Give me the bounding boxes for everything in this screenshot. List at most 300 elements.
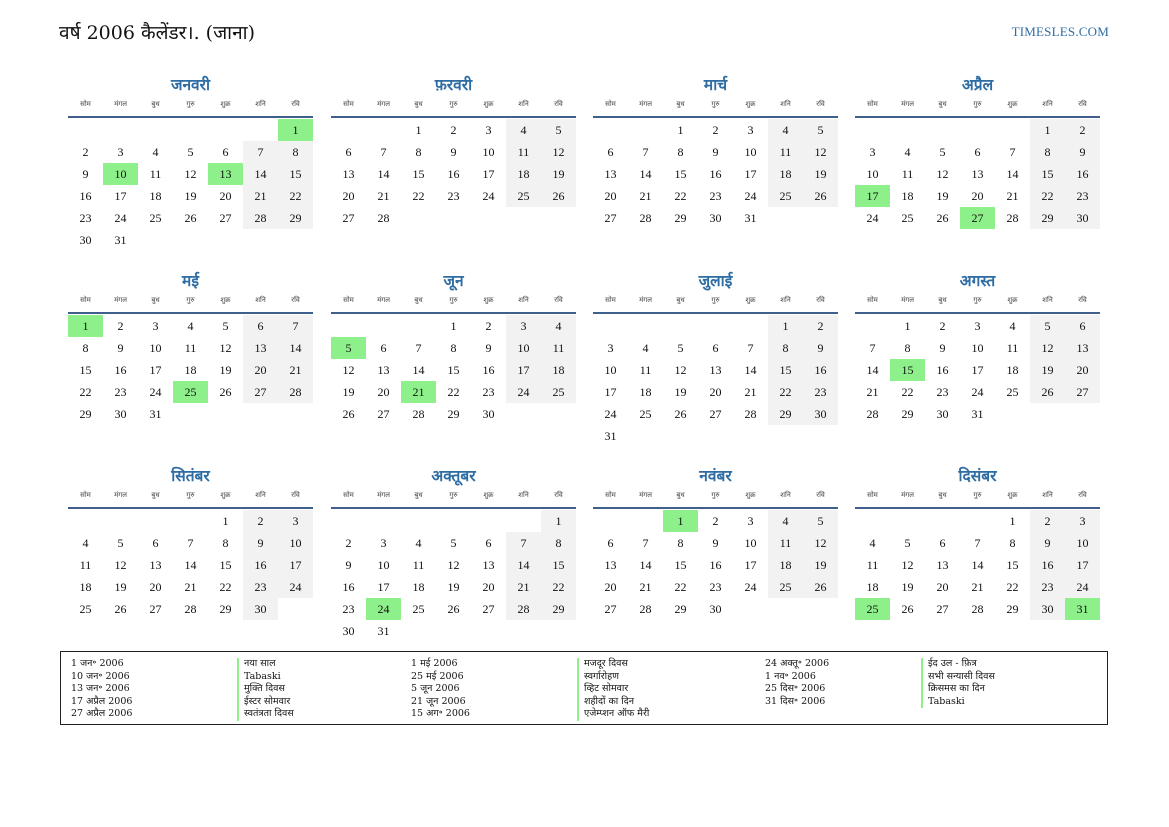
day-cell: 29: [674, 211, 687, 225]
day-cell: 7: [642, 145, 649, 159]
day-cell: 22: [541, 576, 576, 598]
day-cell: 28: [866, 407, 879, 421]
day-cell: 21: [278, 359, 313, 381]
day-cell: 7: [187, 536, 194, 550]
day-cell: 17: [744, 167, 757, 181]
day-cell: 29: [1006, 602, 1019, 616]
day-cell: 14: [639, 558, 652, 572]
day-cell: 5: [222, 319, 229, 333]
day-cell: 13: [936, 558, 949, 572]
header-rule: [68, 116, 313, 118]
day-cell: 7: [278, 315, 313, 337]
day-cell: 18: [184, 363, 197, 377]
day-cell: 2: [450, 123, 457, 137]
holiday-name: व्हिट सोमवार: [577, 683, 649, 696]
day-cell: 1: [1009, 514, 1016, 528]
day-cell: 28: [377, 211, 390, 225]
day-cell: 6: [939, 536, 946, 550]
day-cell: 11: [901, 167, 914, 181]
brand-link[interactable]: TIMESLES.COM: [1011, 24, 1109, 39]
day-cell: 5: [904, 536, 911, 550]
header-rule: [593, 507, 838, 509]
weekday-label: गुरु: [186, 100, 195, 108]
day-cell: 16: [709, 558, 722, 572]
day-cell: 18: [506, 163, 541, 185]
weekday-label: सोम: [343, 296, 354, 304]
holiday-name: मजदूर दिवस: [577, 658, 649, 671]
day-cell: 25: [506, 185, 541, 207]
day-cell: 8: [450, 341, 457, 355]
header-rule: [331, 116, 576, 118]
weekday-label: रवि: [816, 491, 825, 499]
day-cell: 26: [936, 211, 949, 225]
day-cell: 12: [803, 141, 838, 163]
holiday-date: 1 नव॰ 2006: [765, 670, 816, 682]
day-cell: 17: [114, 189, 127, 203]
weekday-label: बुध: [414, 296, 423, 304]
weekday-label: मंगल: [639, 296, 652, 304]
holiday-date: 5 जून 2006: [411, 683, 460, 694]
day-cell: 19: [184, 189, 197, 203]
weekday-label: गुरु: [186, 491, 195, 499]
day-cell: 17: [506, 359, 541, 381]
weekday-label: रवि: [291, 100, 300, 108]
month-block: [68, 461, 313, 616]
day-cell: 9: [1065, 141, 1100, 163]
day-cell: 10: [866, 167, 879, 181]
day-cell: 10: [744, 145, 757, 159]
holiday-date: 27 अप्रैल 2006: [71, 708, 133, 719]
holiday-day-cell: 10: [103, 163, 138, 185]
day-cell: 21: [744, 385, 757, 399]
day-cell: 3: [380, 536, 387, 550]
day-cell: 9: [712, 145, 719, 159]
weekday-header: [593, 296, 838, 310]
day-cell: 30: [482, 407, 495, 421]
day-cell: 17: [149, 363, 162, 377]
day-cell: 5: [939, 145, 946, 159]
day-cell: 4: [768, 119, 803, 141]
weekday-header: [593, 491, 838, 505]
weekday-label: शुक्र: [745, 491, 756, 499]
day-cell: 15: [1030, 163, 1065, 185]
day-cell: 7: [506, 532, 541, 554]
day-cell: 17: [482, 167, 495, 181]
day-cell: 9: [117, 341, 124, 355]
day-cell: 22: [674, 189, 687, 203]
day-cell: 22: [901, 385, 914, 399]
day-cell: 31: [114, 233, 127, 247]
day-cell: 20: [709, 385, 722, 399]
day-cell: 4: [415, 536, 422, 550]
day-cell: 23: [709, 189, 722, 203]
day-cell: 4: [82, 536, 89, 550]
day-cell: 25: [541, 381, 576, 403]
day-cell: 2: [485, 319, 492, 333]
day-cell: 18: [901, 189, 914, 203]
day-cell: 6: [1065, 315, 1100, 337]
holiday-day-cell: 1: [663, 510, 698, 532]
day-cell: 25: [639, 407, 652, 421]
day-cell: 11: [866, 558, 879, 572]
day-cell: 4: [642, 341, 649, 355]
holiday-name: नया साल: [237, 658, 294, 671]
day-cell: 11: [768, 532, 803, 554]
day-cell: 22: [1030, 185, 1065, 207]
day-cell: 29: [901, 407, 914, 421]
day-cell: 28: [744, 407, 757, 421]
day-cell: 27: [482, 602, 495, 616]
weekday-label: शुक्र: [220, 100, 231, 108]
legend-name-column: [921, 658, 995, 708]
day-cell: 14: [412, 363, 425, 377]
day-cell: 22: [412, 189, 425, 203]
weekday-label: गुरु: [973, 100, 982, 108]
day-cell: 25: [768, 576, 803, 598]
holiday-day-cell: 31: [1065, 598, 1100, 620]
day-cell: 10: [1065, 532, 1100, 554]
holiday-name: एजेम्प्शन ऑफ मैरी: [577, 708, 649, 721]
day-cell: 13: [1065, 337, 1100, 359]
day-cell: 12: [936, 167, 949, 181]
day-cell: 25: [1006, 385, 1019, 399]
day-cell: 21: [971, 580, 984, 594]
holiday-day-cell: 17: [855, 185, 890, 207]
day-cell: 15: [768, 359, 803, 381]
day-cell: 30: [709, 602, 722, 616]
day-cell: 2: [345, 536, 352, 550]
day-cell: 10: [377, 558, 390, 572]
day-cell: 11: [639, 363, 652, 377]
day-cell: 13: [604, 167, 617, 181]
day-cell: 14: [377, 167, 390, 181]
weekday-label: शुक्र: [220, 491, 231, 499]
day-cell: 14: [744, 363, 757, 377]
weekday-label: बुध: [676, 491, 685, 499]
day-cell: 12: [219, 341, 232, 355]
day-cell: 13: [149, 558, 162, 572]
day-cell: 23: [114, 385, 127, 399]
day-cell: 11: [149, 167, 162, 181]
day-cell: 7: [747, 341, 754, 355]
holiday-date: 21 जून 2006: [411, 695, 466, 707]
day-cell: 9: [485, 341, 492, 355]
month-block: [331, 461, 576, 638]
weekday-header: [68, 491, 313, 505]
month-block: [593, 266, 838, 443]
day-cell: 24: [506, 381, 541, 403]
day-cell: 7: [642, 536, 649, 550]
day-cell: 2: [712, 514, 719, 528]
day-cell: 20: [377, 385, 390, 399]
day-cell: 30: [1065, 207, 1100, 229]
day-cell: 29: [79, 407, 92, 421]
day-cell: 26: [1030, 381, 1065, 403]
day-cell: 13: [243, 337, 278, 359]
weekday-label: गुरु: [711, 491, 720, 499]
day-cell: 16: [1030, 554, 1065, 576]
day-cell: 31: [149, 407, 162, 421]
day-cell: 4: [541, 315, 576, 337]
holiday-name: शहीदों का दिन: [577, 696, 649, 709]
day-cell: 12: [803, 532, 838, 554]
day-cell: 9: [345, 558, 352, 572]
day-cell: 29: [219, 602, 232, 616]
weekday-label: गुरु: [711, 296, 720, 304]
month-name: अक्तूबर: [431, 467, 476, 485]
day-cell: 11: [506, 141, 541, 163]
day-cell: 3: [152, 319, 159, 333]
day-cell: 24: [114, 211, 127, 225]
weekday-header: [68, 100, 313, 114]
day-cell: 5: [541, 119, 576, 141]
day-cell: 8: [904, 341, 911, 355]
day-cell: 4: [768, 510, 803, 532]
day-cell: 11: [541, 337, 576, 359]
weekday-label: शुक्र: [1007, 296, 1018, 304]
day-cell: 30: [79, 233, 92, 247]
day-cell: 27: [604, 211, 617, 225]
day-cell: 22: [278, 185, 313, 207]
day-cell: 21: [506, 576, 541, 598]
month-name: सितंबर: [171, 467, 210, 485]
day-cell: 13: [604, 558, 617, 572]
day-cell: 12: [541, 141, 576, 163]
day-cell: 16: [342, 580, 355, 594]
month-block: [68, 266, 313, 421]
day-cell: 26: [674, 407, 687, 421]
weekday-label: शनि: [780, 296, 791, 304]
day-cell: 18: [1006, 363, 1019, 377]
day-cell: 25: [901, 211, 914, 225]
day-cell: 9: [803, 337, 838, 359]
weekday-label: रवि: [291, 296, 300, 304]
day-cell: 4: [904, 145, 911, 159]
day-cell: 24: [971, 385, 984, 399]
weekday-label: शनि: [518, 296, 529, 304]
weekday-label: गुरु: [449, 491, 458, 499]
day-cell: 20: [1065, 359, 1100, 381]
holiday-name: Tabaski: [921, 696, 995, 709]
day-cell: 3: [278, 510, 313, 532]
day-cell: 19: [541, 163, 576, 185]
day-cell: 5: [117, 536, 124, 550]
day-cell: 27: [149, 602, 162, 616]
weekday-header: [855, 100, 1100, 114]
day-cell: 10: [971, 341, 984, 355]
day-cell: 12: [342, 363, 355, 377]
holiday-day-cell: 24: [366, 598, 401, 620]
day-cell: 2: [117, 319, 124, 333]
day-cell: 11: [184, 341, 197, 355]
day-cell: 2: [803, 315, 838, 337]
day-cell: 27: [709, 407, 722, 421]
weekday-header: [855, 296, 1100, 310]
day-cell: 19: [342, 385, 355, 399]
day-cell: 1: [541, 510, 576, 532]
weekday-label: सोम: [605, 100, 616, 108]
day-cell: 6: [152, 536, 159, 550]
day-cell: 6: [974, 145, 981, 159]
weekday-label: सोम: [605, 296, 616, 304]
day-cell: 9: [939, 341, 946, 355]
day-cell: 23: [342, 602, 355, 616]
day-cell: 8: [82, 341, 89, 355]
day-cell: 4: [869, 536, 876, 550]
day-cell: 31: [744, 211, 757, 225]
weekday-label: मंगल: [377, 100, 390, 108]
day-cell: 25: [79, 602, 92, 616]
weekday-label: रवि: [554, 100, 563, 108]
weekday-label: सोम: [605, 491, 616, 499]
weekday-label: बुध: [414, 491, 423, 499]
day-cell: 15: [541, 554, 576, 576]
day-cell: 3: [506, 315, 541, 337]
day-cell: 8: [278, 141, 313, 163]
day-cell: 7: [380, 145, 387, 159]
weekday-label: गुरु: [711, 100, 720, 108]
month-name: मार्च: [703, 76, 728, 94]
day-cell: 28: [506, 598, 541, 620]
day-cell: 5: [677, 341, 684, 355]
holiday-day-cell: 25: [173, 381, 208, 403]
day-cell: 19: [803, 554, 838, 576]
day-cell: 18: [149, 189, 162, 203]
day-cell: 23: [1065, 185, 1100, 207]
weekday-label: शनि: [1042, 491, 1053, 499]
day-cell: 21: [1006, 189, 1019, 203]
day-cell: 29: [768, 403, 803, 425]
weekday-label: शुक्र: [220, 296, 231, 304]
day-cell: 15: [447, 363, 460, 377]
day-cell: 31: [604, 429, 617, 443]
day-cell: 22: [79, 385, 92, 399]
month-block: [855, 266, 1100, 421]
day-cell: 5: [1030, 315, 1065, 337]
weekday-label: शनि: [255, 296, 266, 304]
day-cell: 23: [709, 580, 722, 594]
day-cell: 24: [744, 189, 757, 203]
day-cell: 14: [278, 337, 313, 359]
holiday-date: 17 अप्रैल 2006: [71, 695, 133, 707]
day-cell: 12: [447, 558, 460, 572]
month-name: जनवरी: [170, 76, 211, 94]
day-cell: 7: [869, 341, 876, 355]
day-cell: 13: [342, 167, 355, 181]
holiday-name: ईद उल - फ़ित्र: [921, 658, 995, 671]
day-cell: 23: [243, 576, 278, 598]
day-cell: 9: [82, 167, 89, 181]
day-cell: 27: [342, 211, 355, 225]
day-cell: 9: [450, 145, 457, 159]
weekday-label: बुध: [151, 296, 160, 304]
month-name: अप्रैल: [961, 76, 994, 94]
day-cell: 21: [184, 580, 197, 594]
day-cell: 16: [114, 363, 127, 377]
day-cell: 17: [377, 580, 390, 594]
day-cell: 11: [768, 141, 803, 163]
day-cell: 30: [114, 407, 127, 421]
day-cell: 3: [1065, 510, 1100, 532]
month-name: अगस्त: [959, 272, 996, 290]
holiday-day-cell: 1: [68, 315, 103, 337]
legend-date-column: [765, 658, 829, 708]
day-cell: 19: [219, 363, 232, 377]
weekday-label: बुध: [151, 491, 160, 499]
weekday-label: गुरु: [449, 100, 458, 108]
weekday-label: बुध: [676, 296, 685, 304]
holiday-day-cell: 27: [960, 207, 995, 229]
day-cell: 13: [971, 167, 984, 181]
day-cell: 3: [747, 514, 754, 528]
day-cell: 26: [219, 385, 232, 399]
day-cell: 26: [114, 602, 127, 616]
weekday-header: [593, 100, 838, 114]
day-cell: 28: [639, 211, 652, 225]
day-cell: 27: [219, 211, 232, 225]
weekday-label: रवि: [816, 296, 825, 304]
day-cell: 20: [604, 580, 617, 594]
weekday-label: रवि: [816, 100, 825, 108]
day-cell: 19: [1030, 359, 1065, 381]
day-cell: 20: [482, 580, 495, 594]
day-cell: 29: [541, 598, 576, 620]
weekday-label: गुरु: [449, 296, 458, 304]
day-cell: 22: [674, 580, 687, 594]
day-cell: 28: [971, 602, 984, 616]
day-cell: 1: [768, 315, 803, 337]
day-cell: 28: [412, 407, 425, 421]
day-cell: 20: [971, 189, 984, 203]
day-cell: 4: [187, 319, 194, 333]
holiday-date: 24 अक्तू॰ 2006: [765, 658, 830, 669]
day-cell: 8: [1030, 141, 1065, 163]
day-cell: 30: [243, 598, 278, 620]
weekday-label: मंगल: [639, 100, 652, 108]
holiday-date: 10 जन॰ 2006: [71, 670, 130, 682]
month-block: [593, 461, 838, 616]
header-rule: [68, 507, 313, 509]
day-cell: 9: [712, 536, 719, 550]
weekday-header: [331, 100, 576, 114]
day-cell: 30: [803, 403, 838, 425]
day-cell: 3: [607, 341, 614, 355]
holiday-name: स्वतंत्रता दिवस: [237, 708, 294, 721]
legend-date-column: [411, 658, 470, 721]
weekday-label: बुध: [151, 100, 160, 108]
weekday-header: [68, 296, 313, 310]
day-cell: 18: [768, 554, 803, 576]
holiday-date: 1 मई 2006: [411, 658, 458, 669]
day-cell: 2: [82, 145, 89, 159]
day-cell: 18: [768, 163, 803, 185]
day-cell: 17: [278, 554, 313, 576]
holiday-date: 1 जन॰ 2006: [71, 658, 124, 669]
day-cell: 27: [1065, 381, 1100, 403]
legend-date-column: [71, 658, 132, 721]
day-cell: 20: [936, 580, 949, 594]
day-cell: 10: [604, 363, 617, 377]
day-cell: 5: [803, 119, 838, 141]
day-cell: 1: [904, 319, 911, 333]
weekday-label: रवि: [1078, 296, 1087, 304]
month-name: फ़रवरी: [434, 76, 473, 94]
day-cell: 31: [971, 407, 984, 421]
day-cell: 18: [639, 385, 652, 399]
day-cell: 4: [506, 119, 541, 141]
weekday-label: गुरु: [186, 296, 195, 304]
day-cell: 3: [869, 145, 876, 159]
